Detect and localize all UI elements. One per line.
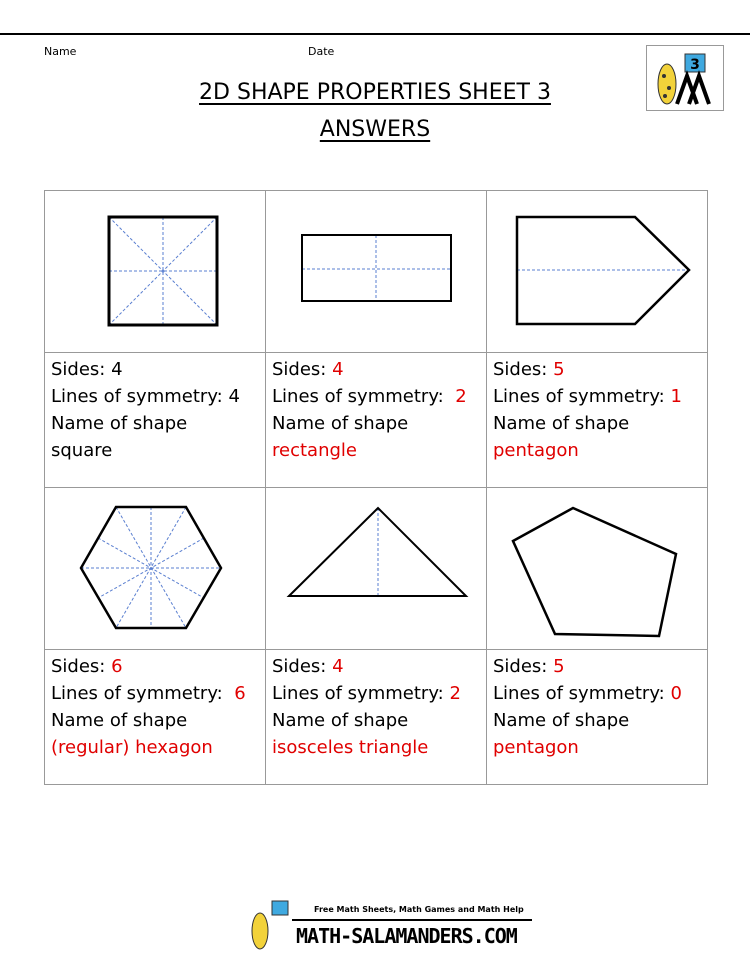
sides-value: 5 [553, 656, 565, 677]
shapes-table [44, 190, 708, 785]
shape-name: rectangle [272, 440, 357, 461]
shape-cell-rectangle [266, 191, 487, 353]
shape-name: isosceles triangle [272, 737, 429, 758]
shape-cell-triangle [266, 488, 487, 650]
shape-name: pentagon [493, 440, 579, 461]
answer-cell-1: Sides: 4 Lines of symmetry: 4 Name of shape square [45, 353, 266, 488]
shape-name: (regular) hexagon [51, 737, 213, 758]
sides-value: 4 [332, 656, 344, 677]
shape-cell-square [45, 191, 266, 353]
lines-value: 1 [670, 386, 682, 407]
sides-value: 4 [332, 359, 344, 380]
lines-value: 6 [234, 683, 246, 704]
sides-value: 6 [111, 656, 123, 677]
lines-value: 4 [228, 386, 240, 407]
answer-cell-4: Sides: 6 Lines of symmetry: 6 Name of shape (regular) hexagon [45, 650, 266, 785]
answer-cell-3: Sides: 5 Lines of symmetry: 1 Name of shape pentagon [487, 353, 708, 488]
lines-value: 2 [455, 386, 467, 407]
page-subtitle: ANSWERS [319, 117, 431, 142]
shape-cell-pentagon-arrow [487, 191, 708, 353]
sides-value: 4 [111, 359, 123, 380]
shape-name: pentagon [493, 737, 579, 758]
lines-value: 2 [449, 683, 461, 704]
svg-text:3: 3 [690, 57, 700, 73]
page-title: 2D SHAPE PROPERTIES SHEET 3 [199, 80, 551, 105]
footer-rule [292, 919, 532, 921]
top-rule [0, 33, 750, 35]
shape-name: square [51, 440, 113, 461]
date-label: Date [308, 45, 335, 58]
lines-value: 0 [670, 683, 682, 704]
footer-site[interactable]: MATH-SALAMANDERS.COM [296, 924, 517, 948]
shape-cell-hexagon [45, 488, 266, 650]
footer-tagline: Free Math Sheets, Math Games and Math Help [314, 905, 524, 914]
answer-cell-6: Sides: 5 Lines of symmetry: 0 Name of shape pentagon [487, 650, 708, 785]
sides-value: 5 [553, 359, 565, 380]
footer-logo [244, 897, 534, 953]
answer-cell-2: Sides: 4 Lines of symmetry: 2 Name of shape rectangle [266, 353, 487, 488]
salamander-logo [646, 45, 724, 111]
shape-cell-irregular-pentagon [487, 488, 708, 650]
answer-cell-5: Sides: 4 Lines of symmetry: 2 Name of shape isosceles triangle [266, 650, 487, 785]
name-label: Name [44, 45, 77, 58]
